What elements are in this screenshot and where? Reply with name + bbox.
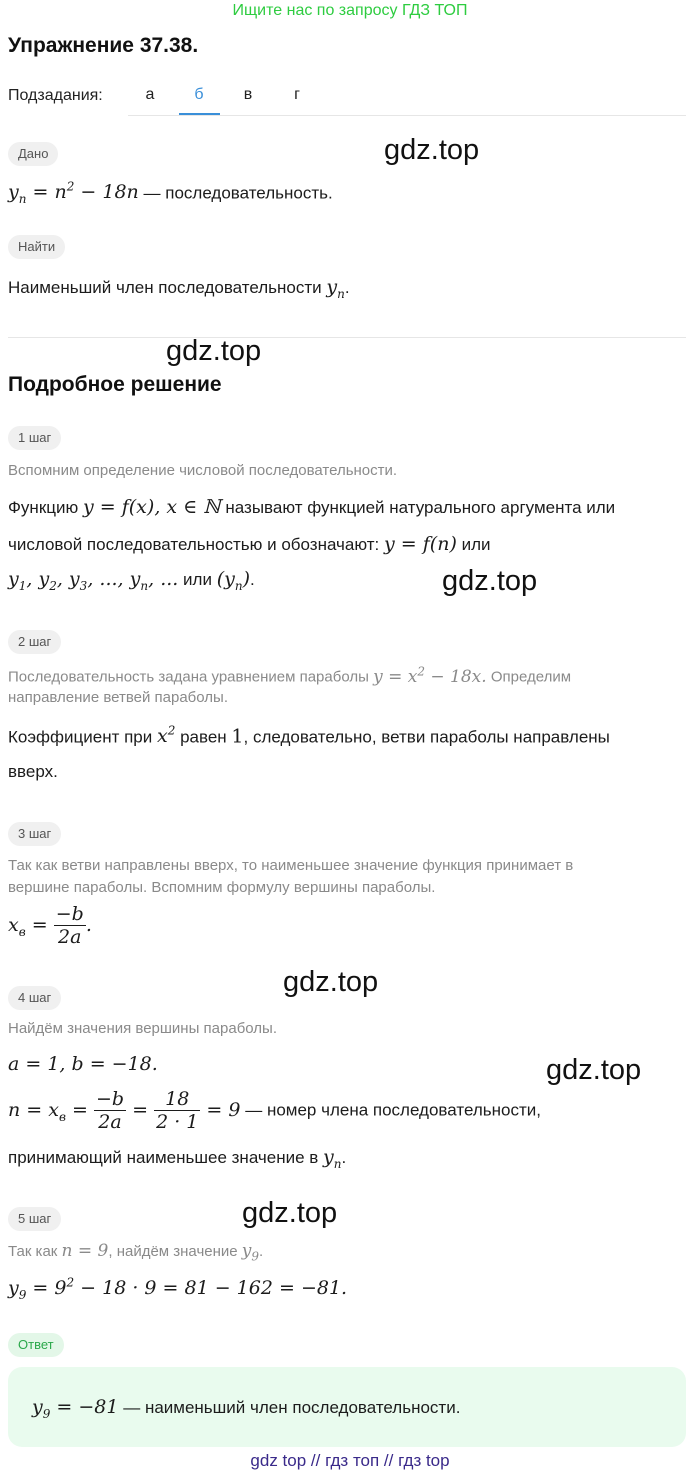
step-1-line-1: Функцию y = f(x), x ∈ ℕ называют функцией натурального аргумента или	[8, 496, 616, 518]
step-1-line-2: числовой последовательностью и обозначают: y = f(n) или	[8, 533, 491, 555]
watermark: gdz.top	[546, 1054, 642, 1086]
step-4-values: a = 1, b = −18.	[8, 1053, 158, 1075]
watermark: gdz.top	[384, 134, 480, 166]
step-2-badge: 2 шаг	[8, 630, 61, 654]
given-badge: Дано	[8, 142, 58, 166]
step-3-formula: $x_в$ = $\frac{-b}{2a}$ .	[8, 903, 92, 948]
tab-v[interactable]: в	[243, 86, 253, 103]
footer-links[interactable]: gdz top // гдз топ // гдз top	[250, 1451, 450, 1470]
step-4-badge: 4 шаг	[8, 986, 61, 1010]
step-2-line-2: вверх.	[8, 762, 58, 781]
page-title: Упражнение 37.38.	[8, 34, 199, 57]
tab-b[interactable]: б	[194, 86, 204, 103]
watermark: gdz.top	[442, 565, 538, 597]
active-tab-indicator	[179, 113, 220, 115]
watermark: gdz.top	[166, 335, 262, 367]
watermark: gdz.top	[242, 1197, 338, 1229]
step-4-line-2: принимающий наименьшее значение в $y_n$.	[8, 1146, 347, 1171]
find-statement: Наименьший член последовательности $y_n$.	[8, 276, 350, 301]
step-4-formula: $n = x_в$ = $\frac{-b}{2a}$ = $\frac{18}{2 \cdot 1}$ = 9 — номер члена последовательности,	[8, 1088, 541, 1133]
divider	[8, 337, 686, 338]
step-2-hint-2: направление ветвей параболы.	[8, 689, 228, 706]
given-statement: $y_n = n^2 - 18n$ — последовательность.	[8, 180, 333, 207]
step-3-hint: Так как ветви направлены вверх, то наименьшее значение функция принимает в	[8, 857, 574, 874]
find-badge: Найти	[8, 235, 65, 259]
tab-a[interactable]: а	[145, 86, 155, 103]
watermark: gdz.top	[283, 966, 379, 998]
tabs-divider	[128, 115, 686, 116]
step-2-hint: Последовательность задана уравнением параболы $y = x^2 - 18x$. Определим	[8, 664, 572, 687]
step-3-badge: 3 шаг	[8, 822, 61, 846]
step-1-badge: 1 шаг	[8, 426, 61, 450]
step-2-line-1: Коэффициент при $x^2$ равен 1, следовательно, ветви параболы направлены	[8, 724, 610, 748]
step-5-formula: $y_9 = 9^2 - 18 \cdot 9 = 81 - 162 = -81$.	[8, 1276, 348, 1303]
answer-text: $y_9 = -81$ — наименьший член последовательности.	[32, 1396, 461, 1421]
subtasks-label: Подзадания:	[8, 87, 103, 104]
step-5-hint: Так как n = 9, найдём значение $y_9$.	[8, 1241, 264, 1264]
answer-badge: Ответ	[8, 1333, 64, 1357]
step-3-hint-2: вершине параболы. Вспомним формулу вершины параболы.	[8, 879, 436, 896]
solution-heading: Подробное решение	[8, 373, 222, 396]
step-5-badge: 5 шаг	[8, 1207, 61, 1231]
step-4-hint: Найдём значения вершины параболы.	[8, 1020, 277, 1037]
step-1-line-3: $y_1$, $y_2$, $y_3$, ..., $y_n$, ... или $(y_n)$.	[8, 568, 255, 593]
step-1-hint: Вспомним определение числовой последовательности.	[8, 462, 398, 479]
top-banner[interactable]: Ищите нас по запросу ГДЗ ТОП	[232, 2, 468, 19]
tab-g[interactable]: г	[294, 86, 300, 103]
